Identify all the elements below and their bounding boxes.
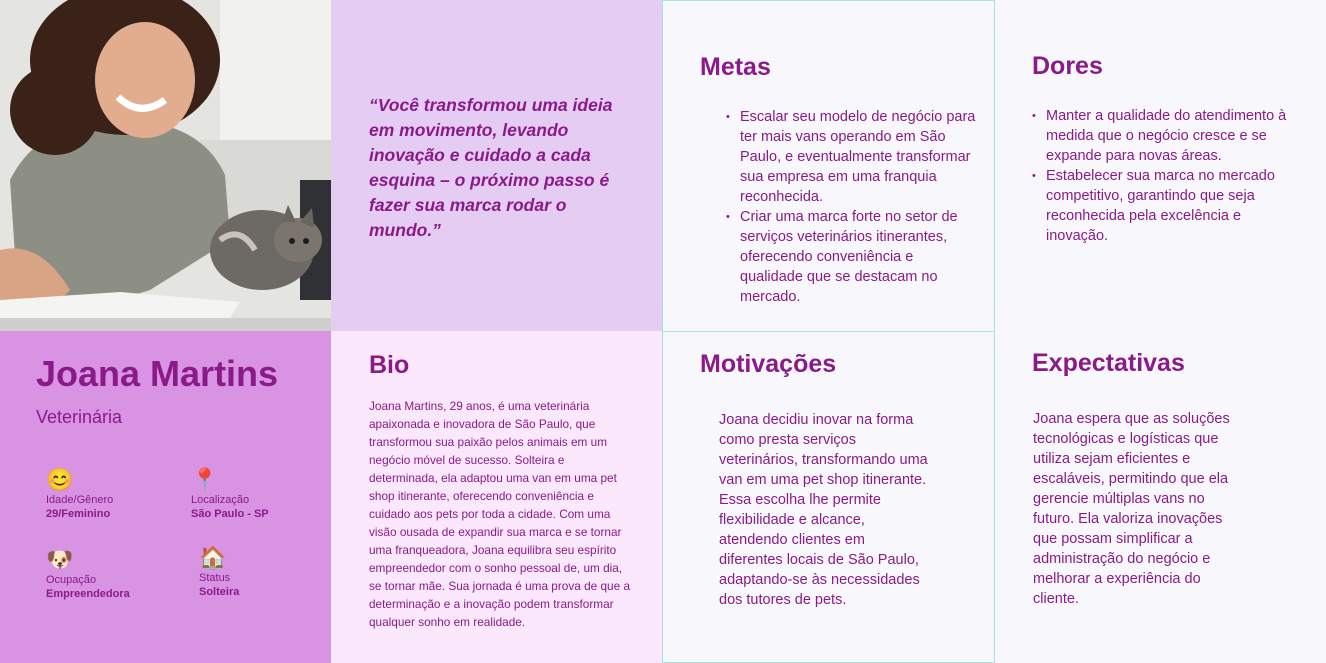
pains-list xyxy=(1032,106,1294,246)
info-age-gender xyxy=(46,467,113,522)
expectations-card xyxy=(995,331,1326,663)
info-value: 29/Feminino xyxy=(46,508,111,520)
pains-card xyxy=(995,0,1326,331)
info-label: Idade/Gênero xyxy=(46,494,114,506)
info-status xyxy=(199,545,239,600)
child-face-icon: 😊 xyxy=(46,467,74,492)
pains-title: Dores xyxy=(1032,52,1103,80)
pains-item: • Estabelecer sua marca no mercado competitivo, garantindo que seja reconhecida pela excelência e inovação. xyxy=(1032,166,1294,246)
bio-title: Bio xyxy=(369,351,410,379)
goals-card xyxy=(662,0,995,332)
profile-card xyxy=(0,331,331,663)
persona-name: Joana Martins xyxy=(36,353,279,394)
goals-title: Metas xyxy=(700,53,771,81)
expectations-text: Joana espera que as soluções tecnológicas e logísticas que utiliza sejam eficientes e escaláveis, permitindo que ela gerencie múltiplas vans no futuro. Ela valoriza inovações que possam simplificar a administração do negócio e melhorar a experiência do cliente. xyxy=(1033,411,1230,607)
pains-item: • Manter a qualidade do atendimento à medida que o negócio cresce e se expande para novas áreas. xyxy=(1032,106,1294,166)
motivations-title: Motivações xyxy=(700,350,837,378)
persona-quote: “Você transformou uma ideia em movimento, levando inovação e cuidado a cada esquina – o próximo passo é fazer sua marca rodar o mundo.” xyxy=(369,95,613,240)
persona-photo xyxy=(0,0,331,331)
map-pin-icon: 📍 xyxy=(191,467,219,492)
motivations-text: Joana decidiu inovar na forma como presta serviços veterinários, transformando uma van em uma pet shop itinerante. Essa escolha lhe permite flexibilidade e alcance, atendendo clientes em diferentes locais de São Paulo, adaptando-se às necessidades dos tutores de pets. xyxy=(719,412,928,608)
dog-face-icon: 🐶 xyxy=(46,547,74,572)
bio-text: Joana Martins, 29 anos, é uma veterinária apaixonada e inovadora de São Paulo, que transformou sua paixão pelos animais em um negócio móvel de sucesso. Solteira e determinada, ela adaptou uma van em uma pet shop itinerante, oferecendo conveniência e cuidado aos pets por toda a cidade. Com uma visão ousada de expandir sua marca e se tornar uma franqueadora, Joana equilibra seu espírito empreendedor com o sonho pessoal de, um dia, se tornar mãe. Sua jornada é uma prova de que a determinação e a inovação podem transformar qualquer sonho em realidade. xyxy=(369,399,631,629)
info-value: São Paulo - SP xyxy=(191,508,269,520)
info-label: Ocupação xyxy=(46,574,97,586)
info-label: Localização xyxy=(191,494,250,506)
motivations-card xyxy=(662,331,995,663)
info-location xyxy=(191,467,269,522)
expectations-title: Expectativas xyxy=(1032,349,1185,377)
info-occupation xyxy=(46,547,130,602)
info-value: Empreendedora xyxy=(46,588,130,600)
quote-card xyxy=(331,0,662,331)
info-value: Solteira xyxy=(199,586,240,598)
bio-card xyxy=(331,331,662,663)
goals-item: • Escalar seu modelo de negócio para ter mais vans operando em São Paulo, e eventualmente transformar sua empresa em uma franquia reconhecida. xyxy=(726,107,976,207)
info-label: Status xyxy=(199,572,231,584)
persona-photo-illustration xyxy=(0,0,331,331)
goals-list xyxy=(726,107,976,307)
goals-item: • Criar uma marca forte no setor de serviços veterinários itinerantes, oferecendo conveniência e qualidade que se destacam no mercado. xyxy=(726,207,976,307)
persona-role: Veterinária xyxy=(36,407,123,427)
house-icon: 🏠 xyxy=(199,545,227,570)
